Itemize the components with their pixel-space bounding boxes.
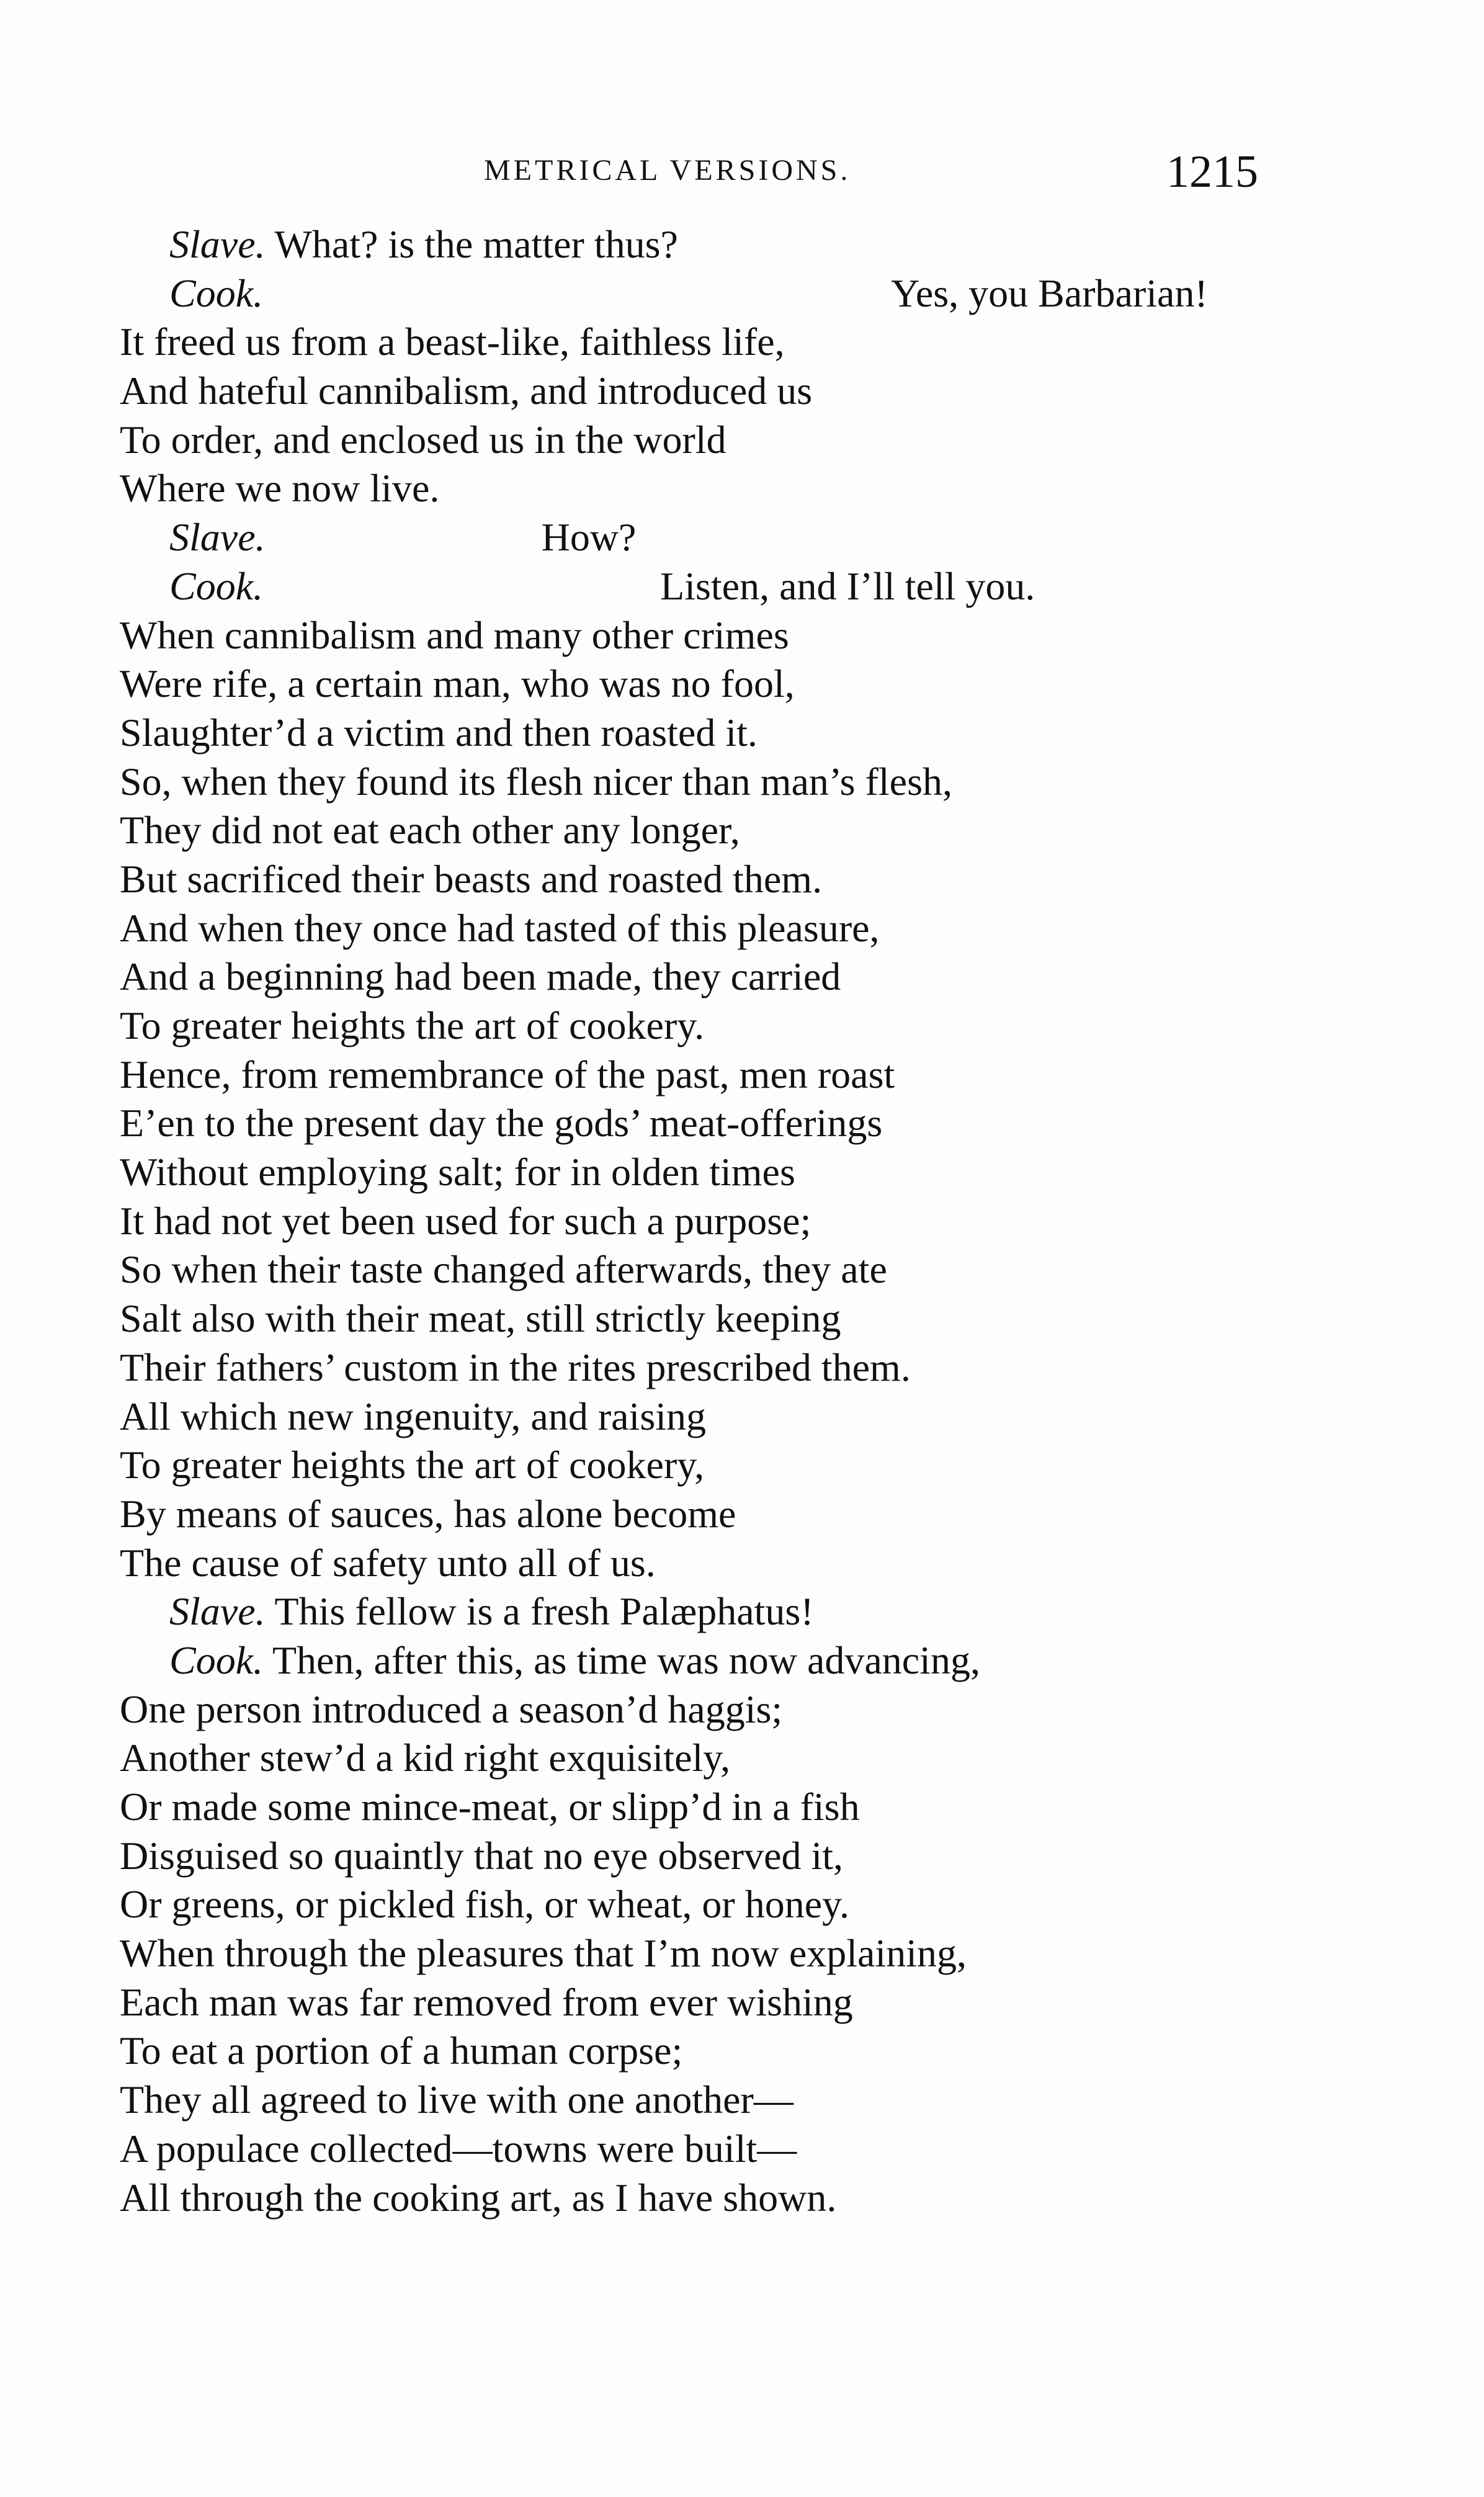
verse-line-41: All through the cooking art, as I have shown.	[120, 2175, 837, 2220]
verse-line-8	[120, 562, 1373, 611]
verse-line-9: When cannibalism and many other crimes	[120, 612, 789, 657]
verse-line-14: But sacrificed their beasts and roasted them.	[120, 856, 823, 901]
verse-line-28: The cause of safety unto all of us.	[120, 1540, 656, 1585]
verse-line-34: Disguised so quaintly that no eye observed it,	[120, 1833, 844, 1878]
verse-line-1	[120, 220, 1373, 269]
verse-line-25: All which new ingenuity, and raising	[120, 1394, 706, 1438]
verse-text	[120, 220, 1373, 2222]
verse-line-16: And a beginning had been made, they carried	[120, 954, 841, 999]
verse-line-26: To greater heights the art of cookery,	[120, 1443, 705, 1487]
verse-line-33: Or made some mince-meat, or slipp’d in a fish	[120, 1785, 860, 1829]
verse-line-27: By means of sauces, has alone become	[120, 1491, 736, 1536]
speaker-label: Cook.	[169, 271, 264, 315]
verse-line-20: Without employing salt; for in olden times	[120, 1150, 795, 1195]
verse-line-6: Where we now live.	[120, 466, 440, 511]
line-text: How?	[541, 515, 637, 560]
verse-line-31: One person introduced a season’d haggis;	[120, 1687, 783, 1731]
verse-line-30	[120, 1636, 1373, 1685]
speaker-label: Slave.	[169, 515, 266, 560]
verse-line-23: Salt also with their meat, still strictly keeping	[120, 1296, 841, 1341]
line-text: This fellow is a fresh Palæphatus!	[274, 1589, 814, 1634]
verse-line-37: Each man was far removed from ever wishing	[120, 1979, 853, 2024]
speaker-label: Cook.	[169, 563, 264, 608]
line-text: Listen, and I’ll tell you.	[660, 563, 1035, 608]
verse-line-35: Or greens, or pickled fish, or wheat, or honey.	[120, 1882, 849, 1927]
verse-line-13: They did not eat each other any longer,	[120, 808, 740, 853]
verse-line-39: They all agreed to live with one another—	[120, 2078, 793, 2122]
verse-line-32: Another stew’d a kid right exquisitely,	[120, 1736, 731, 1780]
verse-line-22: So when their taste changed afterwards, they ate	[120, 1247, 887, 1292]
line-text: What? is the matter thus?	[274, 222, 678, 266]
speaker-label: Slave.	[169, 1589, 266, 1634]
line-text: Then, after this, as time was now advancing,	[272, 1638, 980, 1682]
running-title: METRICAL VERSIONS.	[484, 154, 851, 187]
page-number: 1215	[1166, 146, 1258, 197]
verse-line-12: So, when they found its flesh nicer than man’s flesh,	[120, 759, 952, 804]
verse-line-3: It freed us from a beast-like, faithless life,	[120, 320, 785, 364]
running-head	[0, 146, 1484, 202]
verse-line-11: Slaughter’d a victim and then roasted it.	[120, 710, 758, 755]
verse-line-4: And hateful cannibalism, and introduced us	[120, 369, 813, 413]
line-text: Yes, you Barbarian!	[891, 271, 1208, 315]
verse-line-24: Their fathers’ custom in the rites prescribed them.	[120, 1345, 911, 1389]
verse-line-19: E’en to the present day the gods’ meat-offerings	[120, 1101, 883, 1145]
verse-line-21: It had not yet been used for such a purpose;	[120, 1198, 811, 1243]
speaker-label: Cook.	[169, 1638, 264, 1682]
verse-line-15: And when they once had tasted of this pleasure,	[120, 905, 880, 950]
verse-line-10: Were rife, a certain man, who was no fool,	[120, 661, 795, 706]
verse-line-5: To order, and enclosed us in the world	[120, 417, 726, 462]
verse-line-38: To eat a portion of a human corpse;	[120, 2029, 683, 2073]
verse-line-2	[120, 269, 1373, 318]
speaker-label: Slave.	[169, 222, 266, 266]
verse-line-18: Hence, from remembrance of the past, men roast	[120, 1052, 895, 1096]
verse-line-40: A populace collected—towns were built—	[120, 2126, 797, 2171]
verse-line-7	[120, 513, 1373, 562]
verse-line-36: When through the pleasures that I’m now explaining,	[120, 1931, 967, 1976]
verse-line-29	[120, 1587, 1373, 1636]
verse-line-17: To greater heights the art of cookery.	[120, 1003, 705, 1047]
